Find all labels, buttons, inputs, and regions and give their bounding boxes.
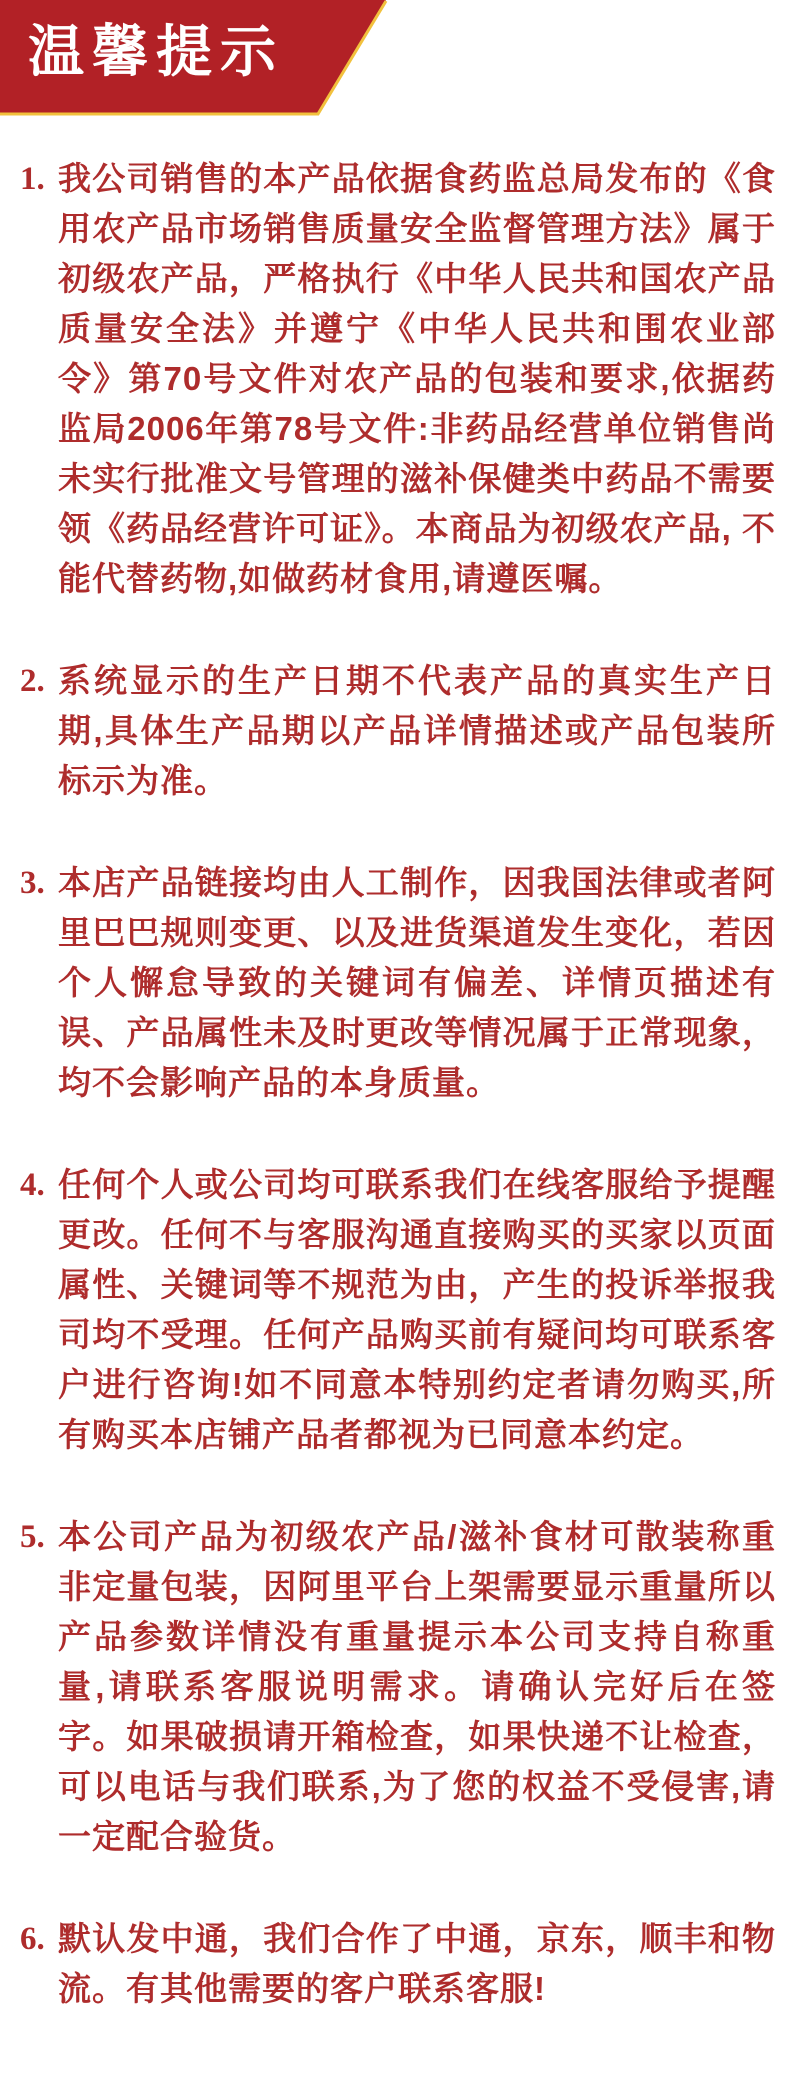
notice-item-6: [18, 1914, 776, 2014]
notice-text: 本公司产品为初级农产品/滋补食材可散装称重非定量包装，因阿里平台上架需要显示重量所以产品参数详情没有重量提示本公司支持自称重量,请联系客服说明需求。请确认完好后在签字。如果破损请开箱检查，如果快递不让检查，可以电话与我们联系,为了您的权益不受侵害,请一定配合验货。: [58, 1518, 776, 1855]
notice-number: 5.: [20, 1519, 45, 1555]
notice-number: 2.: [20, 663, 45, 699]
notice-list: [0, 116, 800, 2014]
notice-text: 系统显示的生产日期不代表产品的真实生产日期,具体生产品期以产品详情描述或产品包装所标示为准。: [58, 662, 776, 799]
notice-item-3: [18, 858, 776, 1108]
notice-number: 6.: [20, 1921, 45, 1957]
notice-text: 我公司销售的本产品依据食药监总局发布的《食用农产品市场销售质量安全监督管理方法》属于初级农产品，严格执行《中华人民共和国农产品质量安全法》并遵宁《中华人民共和围农业部令》第70号文件对农产品的包装和要求,依据药监局2006年第78号文件:非药品经营单位销售尚未实行批准文号管理的滋补保健类中药品不需要领《药品经营许可证》。本商品为初级农产品, 不能代替药物,如做药材食用,请遵医嘱。: [58, 160, 776, 597]
notice-number: 1.: [20, 161, 45, 197]
page-title: 温馨提示: [28, 20, 284, 83]
banner: [0, 0, 400, 116]
notice-text: 默认发中通，我们合作了中通，京东，顺丰和物流。有其他需要的客户联系客服!: [58, 1920, 776, 2007]
notice-item-2: [18, 656, 776, 806]
notice-item-1: [18, 154, 776, 604]
notice-text: 本店产品链接均由人工制作，因我国法律或者阿里巴巴规则变更、以及进货渠道发生变化，若因个人懈怠导致的关键词有偏差、详情页描述有误、产品属性未及时更改等情况属于正常现象，均不会影响产品的本身质量。: [58, 864, 776, 1101]
notice-number: 3.: [20, 865, 45, 901]
notice-text: 任何个人或公司均可联系我们在线客服给予提醒更改。任何不与客服沟通直接购买的买家以页面属性、关键词等不规范为由，产生的投诉举报我司均不受理。任何产品购买前有疑问均可联系客户进行咨询!如不同意本特别约定者请勿购买,所有购买本店铺产品者都视为已同意本约定。: [58, 1166, 776, 1453]
notice-number: 4.: [20, 1167, 45, 1203]
notice-item-5: [18, 1512, 776, 1862]
notice-item-4: [18, 1160, 776, 1460]
